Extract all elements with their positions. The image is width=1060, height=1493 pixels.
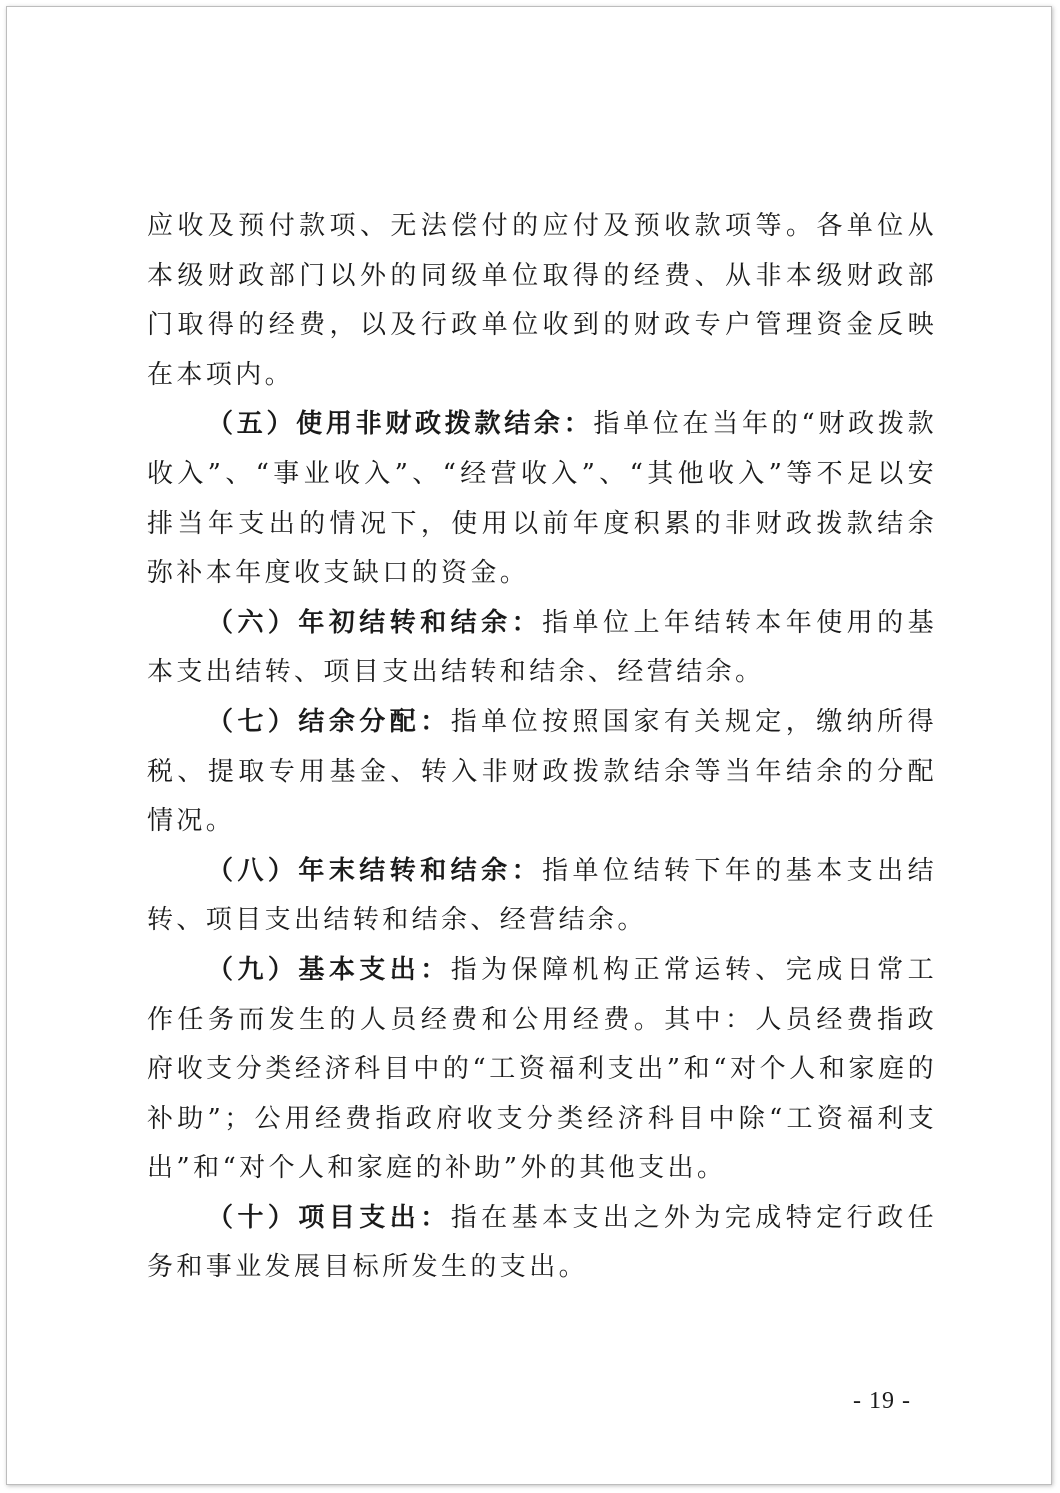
paragraph-continuation bbox=[147, 202, 937, 400]
paragraph-text: 指单位按照国家有关规定，缴纳所得税、提取专用基金、转入非财政拨款结余等当年结余的分配情况。 bbox=[147, 706, 937, 837]
paragraph-text: 指为保障机构正常运转、完成日常工作任务而发生的人员经费和公用经费。其中：人员经费指政府收支分类经济科目中的“工资福利支出”和“对个人和家庭的补助”；公用经费指政府收支分类经济科目中除“工资福利支出”和“对个人和家庭的补助”外的其他支出。 bbox=[147, 954, 937, 1184]
paragraph-text: 应收及预付款项、无法偿付的应付及预收款项等。各单位从本级财政部门以外的同级单位取得的经费、从非本级财政部门取得的经费，以及行政单位收到的财政专户管理资金反映在本项内。 bbox=[147, 211, 937, 390]
paragraph-item-8 bbox=[147, 847, 937, 946]
paragraph-item-5 bbox=[147, 400, 937, 598]
paragraph-item-10 bbox=[147, 1194, 937, 1293]
paragraph-heading: （十）项目支出： bbox=[207, 1202, 451, 1233]
paragraph-text: 指单位上年结转本年使用的基本支出结转、项目支出结转和结余、经营结余。 bbox=[147, 607, 938, 688]
page-number: - 19 - bbox=[853, 1388, 911, 1414]
paragraph-heading: （八）年末结转和结余： bbox=[207, 855, 543, 886]
document-body bbox=[147, 202, 937, 1293]
document-page bbox=[6, 6, 1052, 1485]
paragraph-text: 指单位在当年的“财政拨款收入”、“事业收入”、“经营收入”、“其他收入”等不足以安排当年支出的情况下，使用以前年度积累的非财政拨款结余弥补本年度收支缺口的资金。 bbox=[147, 409, 937, 589]
paragraph-heading: （九）基本支出： bbox=[207, 954, 451, 985]
paragraph-text: 指在基本支出之外为完成特定行政任务和事业发展目标所发生的支出。 bbox=[147, 1202, 937, 1283]
paragraph-item-6 bbox=[147, 599, 937, 698]
paragraph-heading: （六）年初结转和结余： bbox=[207, 607, 543, 638]
paragraph-heading: （五）使用非财政拨款结余： bbox=[207, 409, 594, 440]
paragraph-text: 指单位结转下年的基本支出结转、项目支出结转和结余、经营结余。 bbox=[147, 855, 938, 936]
paragraph-item-9 bbox=[147, 946, 937, 1194]
paragraph-item-7 bbox=[147, 698, 937, 847]
paragraph-heading: （七）结余分配： bbox=[207, 706, 451, 737]
